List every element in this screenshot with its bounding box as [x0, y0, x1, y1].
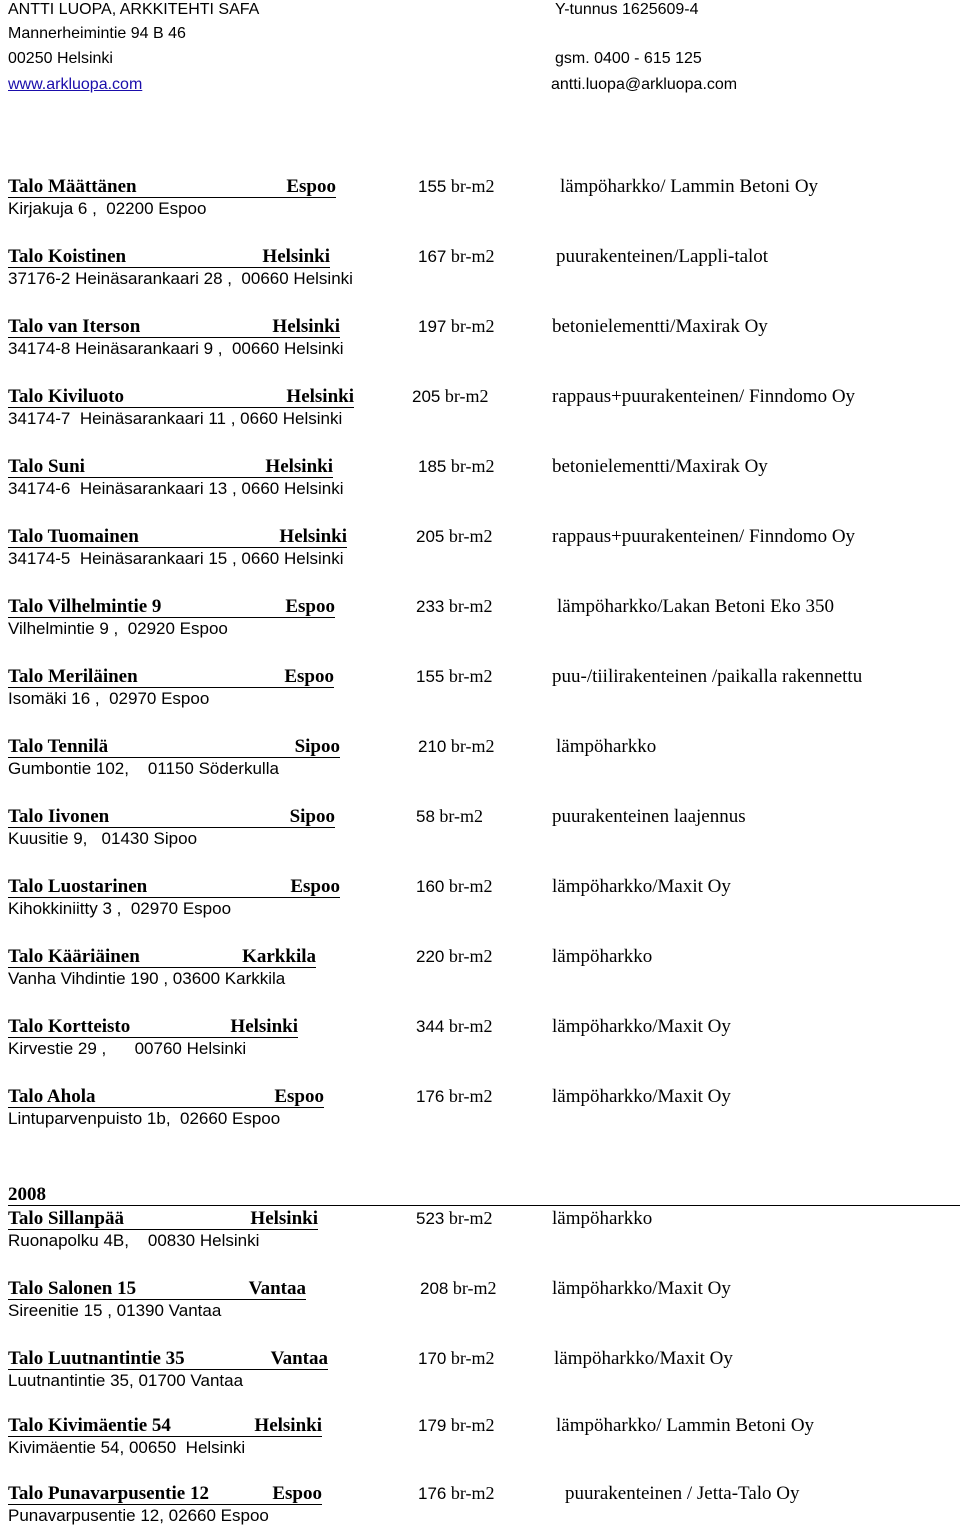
project-address: Vilhelmintie 9 , 02920 Espoo — [8, 619, 228, 638]
project-name: Talo Iivonen — [8, 806, 110, 827]
project-headline — [0, 596, 960, 618]
project-area-unit: br-m2 — [450, 176, 495, 196]
project-address: Ruonapolku 4B, 00830 Helsinki — [8, 1231, 260, 1250]
project-address: Kihokkiniitty 3 , 02970 Espoo — [8, 899, 232, 918]
project-area — [416, 526, 493, 547]
project-area-unit: br-m2 — [450, 246, 495, 266]
project-area-value: 155 — [418, 177, 447, 196]
project-entry — [0, 386, 960, 432]
project-area-value: 176 — [418, 1484, 447, 1503]
project-area — [418, 246, 495, 267]
project-description: lämpöharkko — [556, 736, 657, 757]
project-title-underlined — [8, 1016, 298, 1038]
project-description: lämpöharkko/ Lammin Betoni Oy — [560, 176, 819, 197]
project-description: lämpöharkko/Maxit Oy — [554, 1348, 733, 1369]
project-name: Talo Kiviluoto — [8, 386, 124, 407]
project-entry — [0, 1415, 960, 1461]
project-title-underlined — [8, 526, 347, 548]
project-area-value: 176 — [416, 1087, 445, 1106]
project-city: Helsinki — [265, 456, 333, 477]
project-description: puurakenteinen / Jetta-Talo Oy — [565, 1483, 800, 1504]
project-name: Talo Kortteisto — [8, 1016, 131, 1037]
project-area-value: 170 — [418, 1349, 447, 1368]
project-area — [418, 1483, 495, 1504]
project-name: Talo Salonen 15 — [8, 1278, 137, 1299]
project-city: Helsinki — [279, 526, 347, 547]
project-city: Helsinki — [250, 1208, 318, 1229]
project-entry — [0, 1016, 960, 1062]
project-description: puu-/tiilirakenteinen /paikalla rakennettu — [552, 666, 863, 687]
project-title-underlined — [8, 666, 334, 688]
project-address: Kivimäentie 54, 00650 Helsinki — [8, 1438, 246, 1457]
project-name: Talo van Iterson — [8, 316, 141, 337]
project-title-underlined — [8, 806, 335, 828]
project-description: lämpöharkko/Maxit Oy — [552, 1086, 731, 1107]
project-area-unit: br-m2 — [450, 1483, 495, 1503]
project-address: Isomäki 16 , 02970 Espoo — [8, 689, 210, 708]
project-city: Helsinki — [262, 246, 330, 267]
project-headline — [0, 1086, 960, 1108]
project-title-underlined — [8, 1483, 322, 1505]
project-name: Talo Luutnantintie 35 — [8, 1348, 185, 1369]
project-area-value: 523 — [416, 1209, 445, 1228]
project-area-value: 167 — [418, 247, 447, 266]
project-title-underlined — [8, 1086, 324, 1108]
project-area — [412, 386, 489, 407]
project-headline — [0, 876, 960, 898]
project-area-unit: br-m2 — [448, 666, 493, 686]
project-headline — [0, 386, 960, 408]
project-area-unit: br-m2 — [444, 386, 489, 406]
project-headline — [0, 1483, 960, 1505]
project-headline — [0, 1348, 960, 1370]
project-name: Talo Meriläinen — [8, 666, 138, 687]
website-link[interactable]: www.arkluopa.com — [8, 76, 143, 93]
project-area — [416, 666, 493, 687]
project-headline — [0, 1016, 960, 1038]
project-address: Kirjakuja 6 , 02200 Espoo — [8, 199, 207, 218]
company-postal: 00250 Helsinki — [8, 50, 113, 67]
project-area-value: 220 — [416, 947, 445, 966]
project-area-unit: br-m2 — [450, 1348, 495, 1368]
project-area — [418, 1348, 495, 1369]
project-entry — [0, 246, 960, 292]
project-area — [418, 316, 495, 337]
project-area-unit: br-m2 — [450, 736, 495, 756]
project-description: rappaus+puurakenteinen/ Finndomo Oy — [552, 386, 856, 407]
project-headline — [0, 806, 960, 828]
project-title-underlined — [8, 386, 354, 408]
project-area — [416, 946, 493, 967]
project-entry — [0, 1278, 960, 1324]
project-title-underlined — [8, 456, 333, 478]
project-name: Talo Koistinen — [8, 246, 127, 267]
project-name: Talo Punavarpusentie 12 — [8, 1483, 209, 1504]
project-headline — [0, 1208, 960, 1230]
project-area-unit: br-m2 — [448, 526, 493, 546]
phone-number: gsm. 0400 - 615 125 — [555, 50, 702, 67]
project-address: Lintuparvenpuisto 1b, 02660 Espoo — [8, 1109, 281, 1128]
project-area — [416, 1086, 493, 1107]
project-area — [418, 456, 495, 477]
project-city: Vantaa — [248, 1278, 306, 1299]
project-area-unit: br-m2 — [450, 456, 495, 476]
project-area-value: 233 — [416, 597, 445, 616]
business-id: Y-tunnus 1625609-4 — [555, 1, 699, 18]
project-description: lämpöharkko — [552, 946, 653, 967]
project-entry — [0, 596, 960, 642]
project-area-unit: br-m2 — [450, 1415, 495, 1435]
project-area — [418, 176, 495, 197]
project-description: lämpöharkko/ Lammin Betoni Oy — [556, 1415, 815, 1436]
project-address: Punavarpusentie 12, 02660 Espoo — [8, 1506, 269, 1525]
project-title-underlined — [8, 246, 330, 268]
project-entry — [0, 1086, 960, 1132]
project-name: Talo Tennilä — [8, 736, 109, 757]
project-city: Helsinki — [230, 1016, 298, 1037]
project-headline — [0, 1278, 960, 1300]
project-area — [416, 1016, 493, 1037]
company-name: ANTTI LUOPA, ARKKITEHTI SAFA — [8, 1, 260, 18]
project-entry — [0, 176, 960, 222]
project-entry — [0, 666, 960, 712]
project-entry — [0, 1208, 960, 1254]
project-entry — [0, 946, 960, 992]
project-address: 37176-2 Heinäsarankaari 28 , 00660 Helsinki — [8, 269, 353, 288]
project-area-value: 205 — [416, 527, 445, 546]
project-name: Talo Sillanpää — [8, 1208, 124, 1229]
project-area-unit: br-m2 — [448, 596, 493, 616]
project-description: puurakenteinen laajennus — [552, 806, 746, 827]
project-entry — [0, 806, 960, 852]
project-entry — [0, 1483, 960, 1529]
project-headline — [0, 176, 960, 198]
project-area-value: 210 — [418, 737, 447, 756]
project-city: Sipoo — [289, 806, 335, 827]
project-city: Vantaa — [270, 1348, 328, 1369]
project-address: 34174-6 Heinäsarankaari 13 , 0660 Helsinki — [8, 479, 344, 498]
project-area-value: 197 — [418, 317, 447, 336]
project-area-unit: br-m2 — [448, 1086, 493, 1106]
project-area-value: 155 — [416, 667, 445, 686]
project-name: Talo Kääriäinen — [8, 946, 140, 967]
project-city: Helsinki — [286, 386, 354, 407]
project-area-unit: br-m2 — [448, 946, 493, 966]
project-entry — [0, 526, 960, 572]
project-entry — [0, 456, 960, 502]
project-address: 34174-8 Heinäsarankaari 9 , 00660 Helsinki — [8, 339, 344, 358]
project-area-unit: br-m2 — [448, 1016, 493, 1036]
project-address: Gumbontie 102, 01150 Söderkulla — [8, 759, 279, 778]
project-address: 34174-5 Heinäsarankaari 15 , 0660 Helsinki — [8, 549, 344, 568]
project-headline — [0, 316, 960, 338]
project-area — [416, 1208, 493, 1229]
project-city: Espoo — [290, 876, 340, 897]
project-address: Kirvestie 29 , 00760 Helsinki — [8, 1039, 247, 1058]
project-headline — [0, 456, 960, 478]
project-description: betonielementti/Maxirak Oy — [552, 316, 768, 337]
project-area-value: 208 — [420, 1279, 449, 1298]
project-address: Kuusitie 9, 01430 Sipoo — [8, 829, 198, 848]
project-area-value: 58 — [416, 807, 435, 826]
company-street: Mannerheimintie 94 B 46 — [8, 25, 186, 42]
project-address: 34174-7 Heinäsarankaari 11 , 0660 Helsinki — [8, 409, 343, 428]
project-city: Helsinki — [254, 1415, 322, 1436]
project-title-underlined — [8, 1348, 328, 1370]
project-title-underlined — [8, 736, 340, 758]
project-headline — [0, 666, 960, 688]
project-entry — [0, 736, 960, 782]
project-description: lämpöharkko/Maxit Oy — [552, 1016, 731, 1037]
project-title-underlined — [8, 1415, 322, 1437]
project-description: lämpöharkko/Lakan Betoni Eko 350 — [557, 596, 835, 617]
project-city: Espoo — [274, 1086, 324, 1107]
project-name: Talo Kivimäentie 54 — [8, 1415, 171, 1436]
project-area — [416, 596, 493, 617]
project-entry — [0, 316, 960, 362]
project-area-value: 179 — [418, 1416, 447, 1435]
email-address: antti.luopa@arkluopa.com — [551, 76, 738, 93]
project-city: Karkkila — [242, 946, 316, 967]
project-address: Vanha Vihdintie 190 , 03600 Karkkila — [8, 969, 286, 988]
project-description: lämpöharkko/Maxit Oy — [552, 1278, 731, 1299]
project-name: Talo Luostarinen — [8, 876, 148, 897]
project-area — [420, 1278, 497, 1299]
project-city: Espoo — [272, 1483, 322, 1504]
project-title-underlined — [8, 1278, 306, 1300]
project-headline — [0, 946, 960, 968]
project-area — [418, 736, 495, 757]
project-city: Helsinki — [272, 316, 340, 337]
project-description: rappaus+puurakenteinen/ Finndomo Oy — [552, 526, 856, 547]
project-entry — [0, 1348, 960, 1394]
project-title-underlined — [8, 1208, 318, 1230]
project-area — [416, 876, 493, 897]
project-area — [416, 806, 483, 827]
project-area-value: 160 — [416, 877, 445, 896]
project-address: Sireenitie 15 , 01390 Vantaa — [8, 1301, 222, 1320]
project-name: Talo Vilhelmintie 9 — [8, 596, 162, 617]
project-name: Talo Tuomainen — [8, 526, 139, 547]
project-headline — [0, 526, 960, 548]
project-headline — [0, 736, 960, 758]
project-description: betonielementti/Maxirak Oy — [552, 456, 768, 477]
project-city: Espoo — [286, 176, 336, 197]
project-title-underlined — [8, 176, 336, 198]
project-description: lämpöharkko — [552, 1208, 653, 1229]
project-title-underlined — [8, 316, 340, 338]
project-name: Talo Ahola — [8, 1086, 96, 1107]
project-area-unit: br-m2 — [452, 1278, 497, 1298]
project-area-unit: br-m2 — [448, 1208, 493, 1228]
project-area-unit: br-m2 — [448, 876, 493, 896]
project-title-underlined — [8, 596, 335, 618]
project-title-underlined — [8, 946, 316, 968]
project-title-underlined — [8, 876, 340, 898]
project-address: Luutnantintie 35, 01700 Vantaa — [8, 1371, 244, 1390]
project-area-value: 205 — [412, 387, 441, 406]
project-description: lämpöharkko/Maxit Oy — [552, 876, 731, 897]
project-description: puurakenteinen/Lappli-talot — [556, 246, 769, 267]
year-heading: 2008 — [8, 1184, 46, 1205]
project-name: Talo Määttänen — [8, 176, 137, 197]
project-name: Talo Suni — [8, 456, 85, 477]
project-headline — [0, 1415, 960, 1437]
project-city: Sipoo — [294, 736, 340, 757]
project-area-value: 185 — [418, 457, 447, 476]
project-area-unit: br-m2 — [450, 316, 495, 336]
project-entry — [0, 876, 960, 922]
project-city: Espoo — [284, 666, 334, 687]
project-area-value: 344 — [416, 1017, 445, 1036]
project-area — [418, 1415, 495, 1436]
project-city: Espoo — [285, 596, 335, 617]
project-area-unit: br-m2 — [439, 806, 484, 826]
project-headline — [0, 246, 960, 268]
